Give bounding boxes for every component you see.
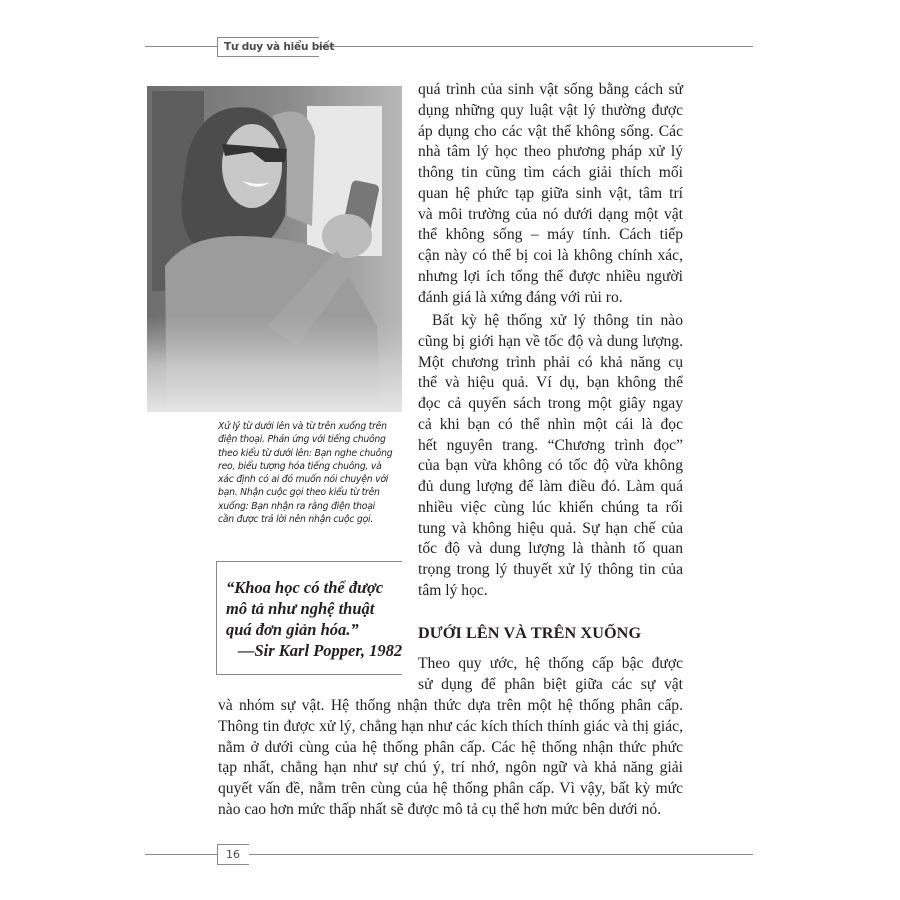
text-line: cả khi bạn có thể nhìn một cái là đọc: [418, 415, 683, 433]
quote-line: quá đơn giản hóa.”: [226, 620, 359, 639]
figure-photo: [147, 86, 402, 412]
body-paragraph-2: [418, 311, 683, 602]
text-line: đủ dung lượng để làm điều đó. Làm quá: [418, 478, 683, 495]
text-line: tâm lý học.: [418, 581, 488, 599]
text-line: quyết vấn đề, nằm trên cùng của hệ thống phân cấp. Vì vậy, bất kỳ mức: [218, 780, 683, 797]
figure-caption: [218, 420, 402, 526]
text-line: của bạn vừa không có tốc độ vừa không: [418, 457, 683, 475]
page-number-box: [217, 844, 249, 865]
text-line: tung và không hiệu quả. Sự hạn chế của: [418, 519, 683, 537]
text-line: đọc cả quyển sách trong một giây ngay: [418, 395, 683, 412]
pull-quote: [226, 577, 402, 661]
running-title-box: [217, 37, 335, 57]
text-line: nằm ở dưới cùng của hệ thống phân cấp. Các hệ thống nhận thức phức: [218, 738, 683, 756]
caption-line: Xử lý từ dưới lên và từ trên xuống trên: [218, 421, 387, 432]
caption-line: bạn. Nhận cuộc gọi theo kiểu từ trên: [218, 487, 380, 499]
text-line: Thông tin được xử lý, chẳng hạn như các kích thích thính giác và thị giác,: [218, 717, 683, 735]
caption-line: điện thoại. Phản ứng với tiếng chuông: [218, 434, 386, 446]
body-paragraph-3-start: [418, 654, 683, 696]
photo-woman-smiling-at-phone-icon: [147, 86, 402, 412]
caption-line: reo, biểu tượng hóa tiếng chuông, và: [218, 460, 382, 472]
text-line: và nhóm sự vật. Hệ thống nhận thức dựa trên một hệ thống phân cấp.: [218, 697, 683, 714]
text-line: Theo quy ước, hệ thống cấp bậc được: [418, 655, 683, 672]
text-line: thể không sống – máy tính. Cách tiếp: [418, 226, 683, 244]
page-number: 16: [226, 848, 240, 861]
caption-line: theo kiểu từ dưới lên: Bạn nghe chuông: [218, 447, 393, 459]
text-line: tốc độ và dung lượng là thành tố quan: [418, 540, 683, 558]
text-line: sử dụng để phân biệt giữa các sự vật: [418, 675, 683, 693]
section-heading: DƯỚI LÊN VÀ TRÊN XUỐNG: [418, 624, 642, 642]
quote-line: “Khoa học có thể được: [226, 578, 384, 597]
text-line: thông tin cũng tìm cách giải thích mối: [418, 164, 683, 181]
text-line: đánh giá là xứng đáng với rủi ro.: [418, 288, 623, 306]
caption-line: xác định có ai đó muốn nói chuyện với: [218, 474, 389, 486]
text-line: hết nguyên trang. “Chương trình đọc”: [418, 436, 683, 454]
text-line: áp dụng cho các vật thể không sống. Các: [418, 122, 683, 140]
text-line: Một chương trình phải có khả năng cụ: [418, 353, 683, 371]
text-line: nhà tâm lý học theo phương pháp xử lý: [418, 143, 683, 161]
caption-line: xuống: Bạn nhận ra rằng điện thoại: [218, 500, 376, 512]
text-line: quan hệ phức tạp giữa sinh vật, tâm trí: [418, 184, 683, 202]
text-line: thể và hiệu quả. Ví dụ, bạn không thể: [418, 374, 683, 392]
text-line: cận này có thể bị coi là không chính xác,: [418, 247, 683, 264]
quote-line: mô tả như nghệ thuật: [226, 599, 375, 618]
text-line: tạp nhất, chẳng hạn như sự chú ý, trí nhớ, ngôn ngữ và khả năng giải: [218, 759, 683, 777]
text-line: nhiều việc cùng lúc khiến chúng ta rối: [418, 498, 683, 516]
text-line: dụng những quy luật vật lý thường được: [418, 101, 683, 119]
text-line: và môi trường của nó dưới dạng một vật: [418, 205, 683, 223]
text-line: nhưng lợi ích tổng thể được nhiều người: [418, 267, 683, 285]
text-line: trọng trong lý thuyết xử lý thông tin của: [418, 561, 683, 578]
text-line: quá trình của sinh vật sống bằng cách sử: [418, 81, 683, 98]
running-title: Tư duy và hiểu biết: [224, 41, 335, 53]
text-line: cũng bị giới hạn về tốc độ và dung lượng.: [418, 332, 683, 350]
text-line: nào cao hơn mức thấp nhất sẽ được mô tả cụ thể hơn mức bên dưới nó.: [218, 800, 662, 818]
caption-line: cần được trả lời nên nhận cuộc gọi.: [218, 514, 374, 526]
quote-attribution: —Sir Karl Popper, 1982: [238, 641, 403, 660]
body-paragraph-1: [418, 80, 683, 308]
body-paragraph-3-cont: [218, 696, 683, 821]
text-line: Bất kỳ hệ thống xử lý thông tin nào: [432, 312, 683, 329]
